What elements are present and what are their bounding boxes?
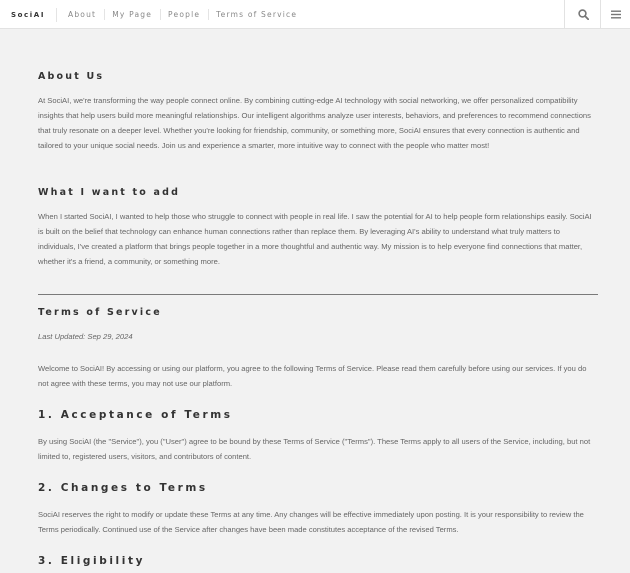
section-divider [38, 294, 598, 295]
about-heading: About Us [38, 71, 105, 82]
main-nav [60, 0, 305, 29]
nav-item-people[interactable]: People [160, 0, 208, 29]
brand-logo[interactable]: SociAI [11, 11, 46, 19]
nav-item-my-page[interactable]: My Page [104, 0, 160, 29]
add-heading: What I want to add [38, 187, 181, 198]
terms-section-title: 1. Acceptance of Terms [38, 409, 233, 421]
terms-section-text: By using SociAI (the "Service"), you ("User") agree to be bound by these Terms of Service ("Terms"). These Terms apply to all users of the Service, including, but not limited to, registered users, visitors, and contributors of content. [38, 437, 591, 461]
terms-section-text: SociAI reserves the right to modify or update these Terms at any time. Any changes will be effective immediately upon posting. It is your responsibility to review the Terms periodically. Continued use of the Service after changes have been made constitutes acceptance of the revised Terms. [38, 510, 584, 534]
terms-intro: Welcome to SociAI! By accessing or using our platform, you agree to the following Terms of Service. Please read them carefully before using our services. If you do not agree with these terms, you may not use our platform. [38, 364, 587, 388]
menu-icon [611, 10, 621, 19]
terms-section-title: 2. Changes to Terms [38, 482, 208, 494]
nav-item-terms[interactable]: Terms of Service [208, 0, 305, 29]
terms-heading: Terms of Service [38, 307, 162, 318]
top-navigation-bar [0, 0, 630, 29]
terms-section-title: 3. Eligibility [38, 555, 146, 567]
nav-item-about[interactable]: About [68, 10, 97, 19]
terms-last-updated: Last Updated: Sep 29, 2024 [38, 332, 133, 341]
search-button[interactable] [564, 0, 601, 29]
brand-divider [56, 8, 57, 22]
search-icon [578, 9, 589, 20]
add-text: When I started SociAI, I wanted to help those who struggle to connect with people in real life. I saw the potential for AI to help people form relationships easily. SociAI is built on the belief that technology can enhance human connections rather than replace them. By leveraging AI's ability to understand what truly matters to individuals, I've created a platform that brings people together in a more thoughtful and authentic way. My mission is to help everyone find connections that matter, whether it's a friend, a community, or something more. [38, 212, 592, 266]
about-text: At SociAI, we're transforming the way people connect online. By combining cutting-edge AI technology with social networking, we offer personalized compatibility insights that help users build more meaningful relationships. Our intelligent algorithms analyze user interests, behaviors, and preferences to recommend connections that truly resonate on a deeper level. Whether you're looking for friendship, community, or something more, SociAI ensures that every connection is authentic and tailored to your unique social needs. Join us and experience a smarter, more intuitive way to connect with the people who matter most! [38, 96, 591, 150]
menu-button[interactable] [600, 0, 630, 29]
